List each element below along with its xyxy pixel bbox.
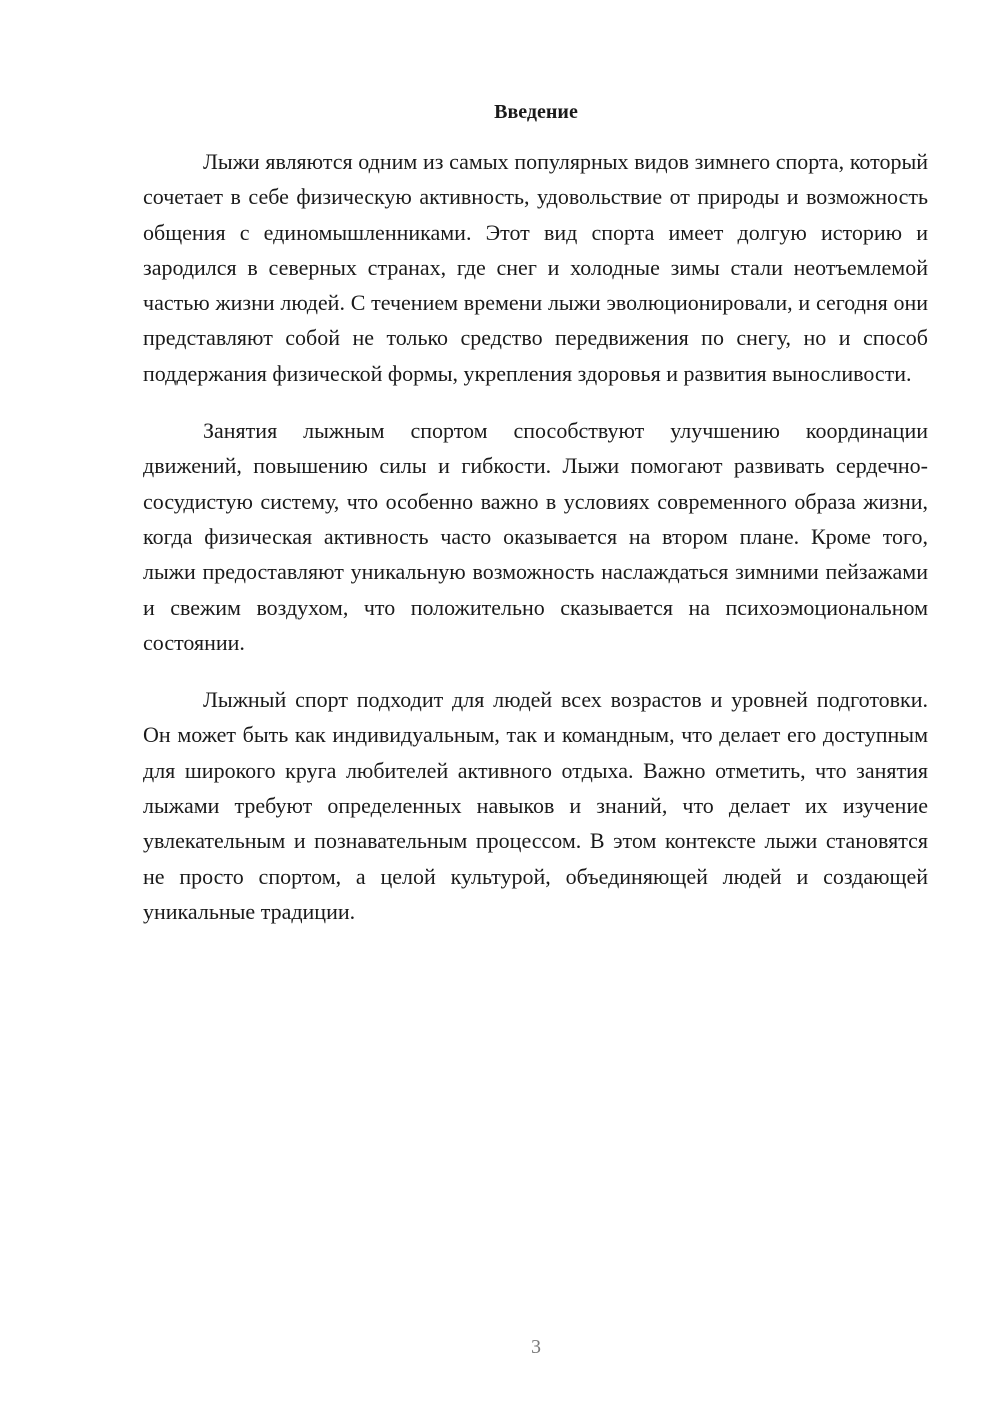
paragraph-1: Лыжи являются одним из самых популярных видов зимнего спорта, который сочетает в себе физическую активность, удовольствие от природы и возможность общения с единомышленниками. Этот вид спорта имеет долгую историю и зародился в северных странах, где снег и холодные зимы стали неотъемлемой частью жизни людей. С течением времени лыжи эволюционировали, и сегодня они представляют собой не только средство передвижения по снегу, но и способ поддержания физической формы, укрепления здоровья и развития выносливости.	[143, 149, 928, 386]
body-text	[143, 144, 928, 951]
paragraph-2: Занятия лыжным спортом способствуют улучшению координации движений, повышению силы и гибкости. Лыжи помогают развивать сердечно-сосудистую систему, что особенно важно в условиях современного образа жизни, когда физическая активность часто оказывается на втором плане. Кроме того, лыжи предоставляют уникальную возможность наслаждаться зимними пейзажами и свежим воздухом, что положительно сказывается на психоэмоциональном состоянии.	[143, 418, 928, 655]
page-number: 3	[531, 1336, 541, 1358]
section-heading: Введение	[494, 101, 578, 123]
paragraph-3: Лыжный спорт подходит для людей всех возрастов и уровней подготовки. Он может быть как индивидуальным, так и командным, что делает его доступным для широкого круга любителей активного отдыха. Важно отметить, что занятия лыжами требуют определенных навыков и знаний, что делает их изучение увлекательным и познавательным процессом. В этом контексте лыжи становятся не просто спортом, а целой культурой, объединяющей людей и создающей уникальные традиции.	[143, 687, 928, 924]
